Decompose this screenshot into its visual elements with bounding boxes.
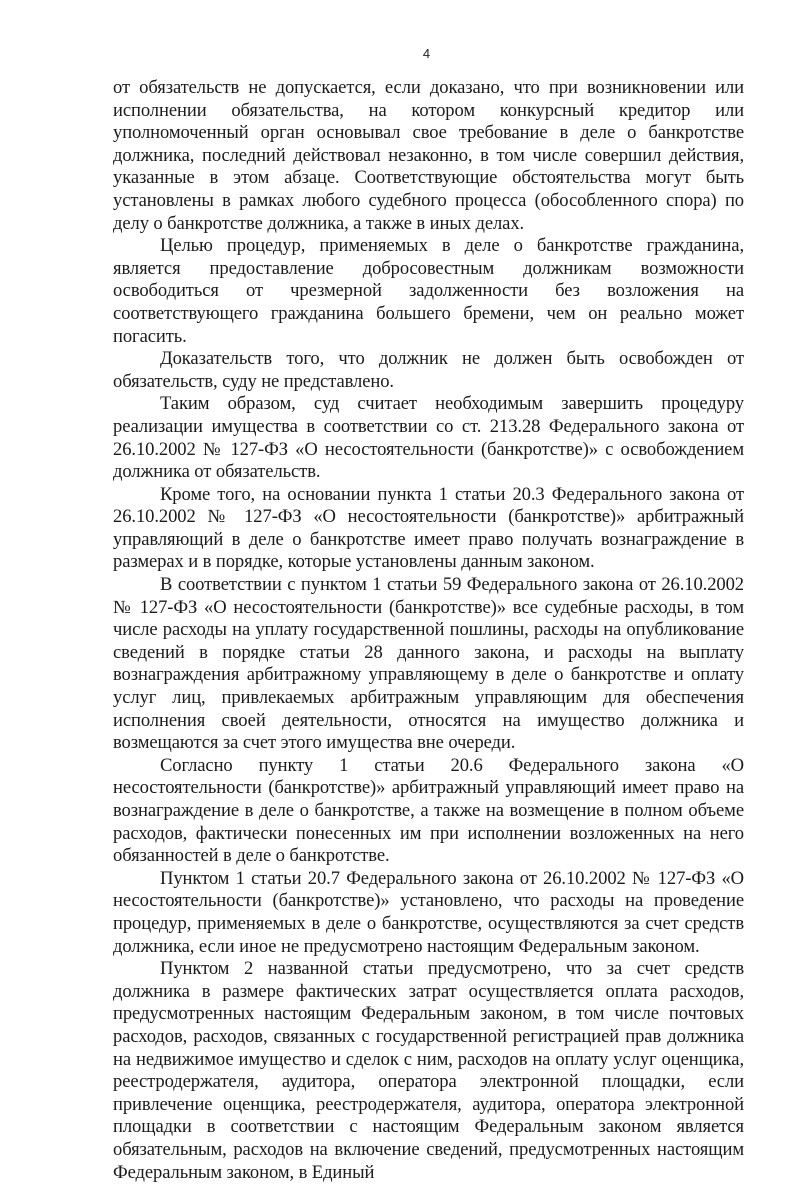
paragraph: Доказательств того, что должник не должен быть освобожден от обязательств, суду не представлено. [113,348,744,392]
paragraph: Целью процедур, применяемых в деле о банкротстве гражданина, является предоставление добросовестным должникам возможности освободиться от чрезмерной задолженности без возложения на соответствующего гражданина большего бремени, чем он реально может погасить. [113,235,744,347]
paragraph: Таким образом, суд считает необходимым завершить процедуру реализации имущества в соответствии со ст. 213.28 Федерального закона от 26.10.2002 № 127-ФЗ «О несостоятельности (банкротстве)» с освобождением должника от обязательств. [113,393,744,483]
paragraph: Кроме того, на основании пункта 1 статьи 20.3 Федерального закона от 26.10.2002 № 127-ФЗ «О несостоятельности (банкротстве)» арбитражный управляющий в деле о банкротстве имеет право получать вознаграждение в размерах и в порядке, которые установлены данным законом. [113,483,744,573]
paragraph: Согласно пункту 1 статьи 20.6 Федерального закона «О несостоятельности (банкротстве)» арбитражный управляющий имеет право на вознаграждение в деле о банкротстве, а также на возмещение в полном объеме расходов, фактически понесенных им при исполнении возложенных на него обязанностей в деле о банкротстве. [113,754,744,867]
paragraph: от обязательств не допускается, если доказано, что при возникновении или исполнении обязательства, на котором конкурсный кредитор или уполномоченный орган основывал свое требование в деле о банкротстве должника, последний действовал незаконно, в том числе совершил действия, указанные в этом абзаце. Соответствующие обстоятельства могут быть установлены в рамках любого судебного процесса (обособленного спора) по делу о банкротстве должника, а также в иных делах. [113,77,744,234]
paragraph: Пунктом 1 статьи 20.7 Федерального закона от 26.10.2002 № 127-ФЗ «О несостоятельности (банкротстве)» установлено, что расходы на проведение процедур, применяемых в деле о банкротстве, осуществляются за счет средств должника, если иное не предусмотрено настоящим Федеральным законом. [113,867,744,957]
page-number: 4 [422,46,431,61]
paragraph: В соответствии с пунктом 1 статьи 59 Федерального закона от 26.10.2002 № 127-ФЗ «О несостоятельности (банкротстве)» все судебные расходы, в том числе расходы на уплату государственной пошлины, расходы на опубликование сведений в порядке статьи 28 данного закона, и расходы на выплату вознаграждения арбитражному управляющему в деле о банкротстве и оплату услуг лиц, привлекаемых арбитражным управляющим для обеспечения исполнения своей деятельности, относятся на имущество должника и возмещаются за счет этого имущества вне очереди. [113,574,744,754]
paragraph: Пунктом 2 названной статьи предусмотрено, что за счет средств должника в размере фактических затрат осуществляется оплата расходов, предусмотренных настоящим Федеральным законом, в том числе почтовых расходов, расходов, связанных с государственной регистрацией прав должника на недвижимое имущество и сделок с ним, расходов на оплату услуг оценщика, реестродержателя, аудитора, оператора электронной площадки, если привлечение оценщика, реестродержателя, аудитора, оператора электронной площадки в соответствии с настоящим Федеральным законом является обязательным, расходов на включение сведений, предусмотренных настоящим Федеральным законом, в Единый [113,958,744,1183]
document-body [113,77,744,1184]
